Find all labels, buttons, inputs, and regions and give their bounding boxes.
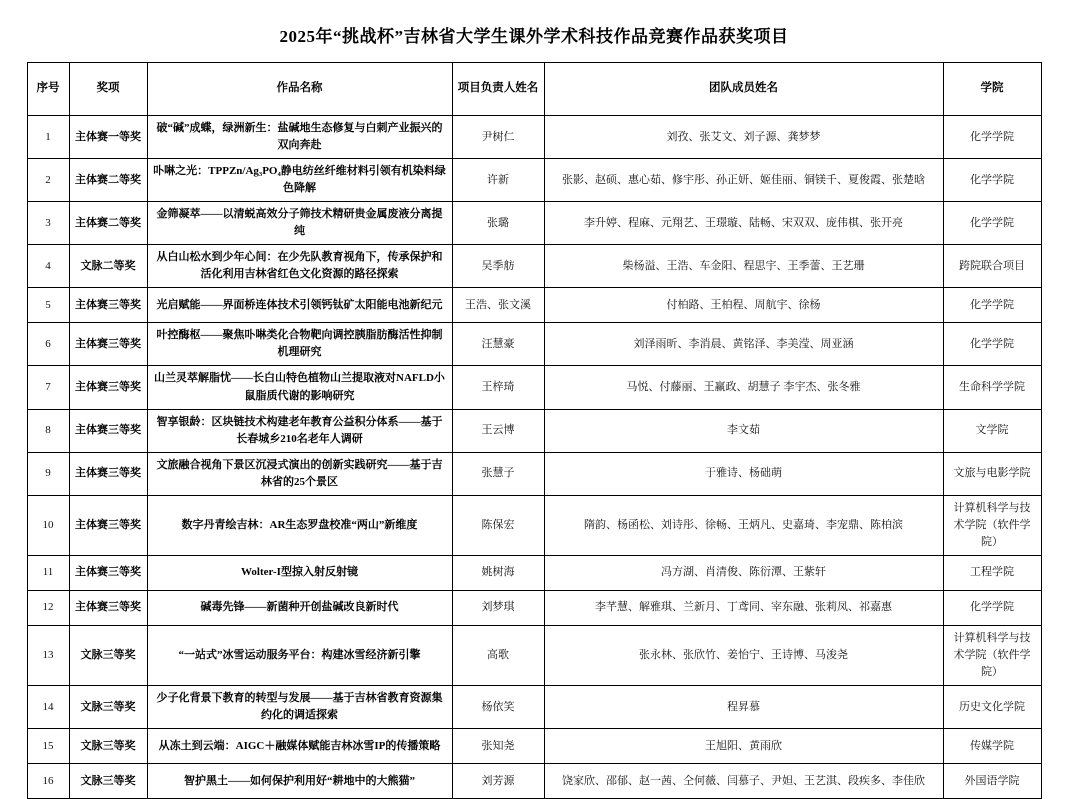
row-index-cell: 5 — [27, 288, 69, 323]
college-cell: 文学院 — [943, 409, 1041, 452]
awards-table — [27, 62, 1042, 799]
award-cell: 主体赛二等奖 — [69, 159, 147, 202]
team-members-cell: 刘孜、张艾文、刘子源、龚梦梦 — [544, 116, 943, 159]
work-title-cell: 碱毒先锋——新菌种开创盐碱改良新时代 — [147, 590, 452, 625]
leader-name-cell: 刘芳源 — [452, 764, 544, 799]
work-title-cell: 文旅融合视角下景区沉浸式演出的创新实践研究——基于吉林省的25个景区 — [147, 452, 452, 495]
award-cell: 主体赛三等奖 — [69, 288, 147, 323]
award-cell: 主体赛三等奖 — [69, 452, 147, 495]
college-cell: 化学学院 — [943, 159, 1041, 202]
column-header-college: 学院 — [943, 63, 1041, 116]
team-members-cell: 张影、赵硕、惠心茹、修宇彤、孙正妍、姬佳丽、铜镁千、夏俊霞、张楚晗 — [544, 159, 943, 202]
leader-name-cell: 王梓琦 — [452, 366, 544, 409]
column-header-members: 团队成员姓名 — [544, 63, 943, 116]
college-cell: 工程学院 — [943, 555, 1041, 590]
leader-name-cell: 汪慧豪 — [452, 323, 544, 366]
team-members-cell: 李升婷、程麻、元翔艺、王璟璇、陆畅、宋双双、庞伟棋、张开亮 — [544, 202, 943, 245]
college-cell: 化学学院 — [943, 116, 1041, 159]
leader-name-cell: 吴季舫 — [452, 245, 544, 288]
leader-name-cell: 尹树仁 — [452, 116, 544, 159]
table-row — [27, 116, 1041, 159]
table-row — [27, 495, 1041, 555]
work-title-cell: 破“碱”成蝶，绿洲新生：盐碱地生态修复与白刺产业振兴的双向奔赴 — [147, 116, 452, 159]
table-row — [27, 555, 1041, 590]
table-row — [27, 452, 1041, 495]
row-index-cell: 4 — [27, 245, 69, 288]
work-title-cell: 卟啉之光：TPPZn/Ag₃PO₄静电纺丝纤维材料引领有机染料绿色降解 — [147, 159, 452, 202]
college-cell: 化学学院 — [943, 288, 1041, 323]
row-index-cell: 3 — [27, 202, 69, 245]
team-members-cell: 冯方湖、肖清俊、陈衍潭、王紫轩 — [544, 555, 943, 590]
header-row — [27, 63, 1041, 116]
row-index-cell: 10 — [27, 495, 69, 555]
leader-name-cell: 张知尧 — [452, 729, 544, 764]
work-title-cell: 山兰灵萃解脂忧——长白山特色植物山兰提取液对NAFLD小鼠脂质代谢的影响研究 — [147, 366, 452, 409]
row-index-cell: 7 — [27, 366, 69, 409]
team-members-cell: 柴杨溢、王浩、车金阳、程思宇、王季蕾、王艺珊 — [544, 245, 943, 288]
award-cell: 主体赛三等奖 — [69, 409, 147, 452]
leader-name-cell: 刘梦琪 — [452, 590, 544, 625]
row-index-cell: 1 — [27, 116, 69, 159]
award-cell: 主体赛二等奖 — [69, 202, 147, 245]
college-cell: 文旅与电影学院 — [943, 452, 1041, 495]
work-title-cell: 智护黑土——如何保护利用好“耕地中的大熊猫” — [147, 764, 452, 799]
table-row — [27, 764, 1041, 799]
table-row — [27, 625, 1041, 685]
row-index-cell: 16 — [27, 764, 69, 799]
award-cell: 主体赛三等奖 — [69, 323, 147, 366]
team-members-cell: 于雅诗、杨础萌 — [544, 452, 943, 495]
table-row — [27, 159, 1041, 202]
awards-table-body — [27, 116, 1041, 799]
column-header-work-title: 作品名称 — [147, 63, 452, 116]
award-cell: 主体赛三等奖 — [69, 590, 147, 625]
row-index-cell: 12 — [27, 590, 69, 625]
award-cell: 文脉三等奖 — [69, 764, 147, 799]
award-cell: 文脉三等奖 — [69, 625, 147, 685]
leader-name-cell: 高歌 — [452, 625, 544, 685]
work-title-cell: 光启赋能——界面桥连体技术引领钙钛矿太阳能电池新纪元 — [147, 288, 452, 323]
table-row — [27, 323, 1041, 366]
leader-name-cell: 王浩、张文溪 — [452, 288, 544, 323]
row-index-cell: 15 — [27, 729, 69, 764]
award-cell: 文脉三等奖 — [69, 729, 147, 764]
work-title-cell: 数字丹青绘吉林：AR生态罗盘校准“两山”新维度 — [147, 495, 452, 555]
work-title-cell: 从白山松水到少年心间：在少先队教育视角下，传承保护和活化利用吉林省红色文化资源的路径探索 — [147, 245, 452, 288]
college-cell: 生命科学学院 — [943, 366, 1041, 409]
college-cell: 计算机科学与技术学院（软件学院） — [943, 495, 1041, 555]
leader-name-cell: 许新 — [452, 159, 544, 202]
college-cell: 化学学院 — [943, 202, 1041, 245]
team-members-cell: 张永林、张欣竹、姜怡宁、王诗博、马浚尧 — [544, 625, 943, 685]
column-header-index: 序号 — [27, 63, 69, 116]
award-cell: 文脉三等奖 — [69, 686, 147, 729]
work-title-cell: “一站式”冰雪运动服务平台：构建冰雪经济新引擎 — [147, 625, 452, 685]
leader-name-cell: 王云博 — [452, 409, 544, 452]
table-row — [27, 686, 1041, 729]
leader-name-cell: 陈保宏 — [452, 495, 544, 555]
work-title-cell: 智享银龄：区块链技术构建老年教育公益积分体系——基于长春城乡210名老年人调研 — [147, 409, 452, 452]
work-title-cell: 少子化背景下教育的转型与发展——基于吉林省教育资源集约化的调适探索 — [147, 686, 452, 729]
college-cell: 化学学院 — [943, 590, 1041, 625]
award-cell: 主体赛三等奖 — [69, 495, 147, 555]
column-header-leader: 项目负责人姓名 — [452, 63, 544, 116]
leader-name-cell: 杨依笑 — [452, 686, 544, 729]
row-index-cell: 11 — [27, 555, 69, 590]
leader-name-cell: 张璐 — [452, 202, 544, 245]
college-cell: 计算机科学与技术学院（软件学院） — [943, 625, 1041, 685]
row-index-cell: 13 — [27, 625, 69, 685]
work-title-cell: 从冻土到云端：AIGC＋融媒体赋能吉林冰雪IP的传播策略 — [147, 729, 452, 764]
leader-name-cell: 姚树海 — [452, 555, 544, 590]
table-row — [27, 288, 1041, 323]
team-members-cell: 马悦、付藤丽、王赢政、胡慧子 李宇杰、张冬雅 — [544, 366, 943, 409]
team-members-cell: 付柏路、王柏程、周航宇、徐杨 — [544, 288, 943, 323]
table-row — [27, 245, 1041, 288]
team-members-cell: 李文茹 — [544, 409, 943, 452]
college-cell: 化学学院 — [943, 323, 1041, 366]
leader-name-cell: 张慧子 — [452, 452, 544, 495]
work-title-cell: 金筛凝萃——以清蜕高效分子筛技术精研贵金属废液分离提纯 — [147, 202, 452, 245]
award-cell: 文脉二等奖 — [69, 245, 147, 288]
table-row — [27, 202, 1041, 245]
award-cell: 主体赛一等奖 — [69, 116, 147, 159]
college-cell: 跨院联合项目 — [943, 245, 1041, 288]
team-members-cell: 王旭阳、黄雨欣 — [544, 729, 943, 764]
college-cell: 历史文化学院 — [943, 686, 1041, 729]
row-index-cell: 9 — [27, 452, 69, 495]
work-title-cell: Wolter-I型掠入射反射镜 — [147, 555, 452, 590]
team-members-cell: 程昇慕 — [544, 686, 943, 729]
row-index-cell: 6 — [27, 323, 69, 366]
team-members-cell: 刘泽雨昕、李消晨、黄铭泽、李美滢、周亚涵 — [544, 323, 943, 366]
team-members-cell: 饶家欣、邵郁、赵一茜、仝何薇、闫慕子、尹妲、王艺淇、段疾多、李佳欣 — [544, 764, 943, 799]
column-header-award: 奖项 — [69, 63, 147, 116]
row-index-cell: 14 — [27, 686, 69, 729]
row-index-cell: 2 — [27, 159, 69, 202]
row-index-cell: 8 — [27, 409, 69, 452]
team-members-cell: 隋韵、杨函松、刘诗彤、徐畅、王炳凡、史嘉琦、李宠鼎、陈柏滨 — [544, 495, 943, 555]
team-members-cell: 李芊慧、解雅琪、兰新月、丁鸢同、宰东融、张莉凤、祁嘉惠 — [544, 590, 943, 625]
college-cell: 传媒学院 — [943, 729, 1041, 764]
table-row — [27, 366, 1041, 409]
page-title: 2025年“挑战杯”吉林省大学生课外学术科技作品竞赛作品获奖项目 — [279, 27, 789, 46]
award-cell: 主体赛三等奖 — [69, 555, 147, 590]
table-row — [27, 409, 1041, 452]
table-row — [27, 590, 1041, 625]
award-cell: 主体赛三等奖 — [69, 366, 147, 409]
table-row — [27, 729, 1041, 764]
college-cell: 外国语学院 — [943, 764, 1041, 799]
work-title-cell: 叶控酶枢——聚焦卟啉类化合物靶向调控胰脂肪酶活性抑制机理研究 — [147, 323, 452, 366]
